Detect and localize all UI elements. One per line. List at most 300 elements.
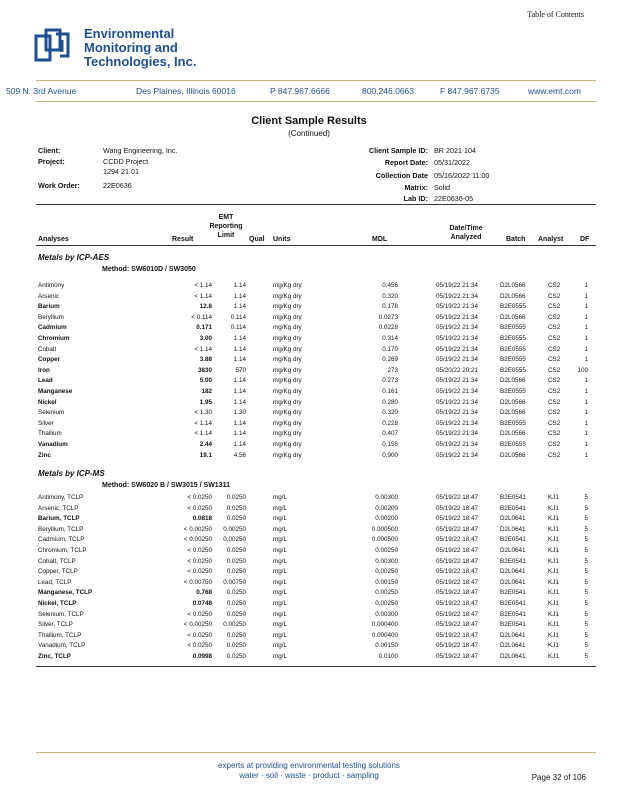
footer-rule (36, 752, 596, 753)
units: mg/Kg dry (273, 324, 302, 332)
result-value: < 0.0250 (187, 504, 212, 512)
table-row (38, 515, 598, 525)
reporting-limit: 0.0250 (226, 557, 246, 565)
analyte-name: Chromium, TCLP (38, 547, 87, 554)
analyst-id: KJ1 (548, 568, 559, 576)
client-label: Client: (38, 146, 61, 155)
result-value: < 0.0250 (187, 494, 212, 501)
client-value: Wang Engineering, Inc. (103, 146, 178, 155)
batch-id: B2E0555 (500, 388, 526, 395)
dilution-factor: 5 (584, 494, 588, 501)
result-value: < 0.114 (191, 313, 212, 321)
analyst-id: KJ1 (548, 494, 559, 501)
units: mg/Kg dry (273, 356, 302, 364)
reporting-limit: 0.0250 (226, 631, 246, 639)
dilution-factor: 5 (584, 525, 588, 533)
batch-id: B2E0555 (500, 303, 526, 311)
lab-id-label: Lab ID: (403, 194, 428, 203)
date-analyzed: 05/19/22 18:47 (436, 547, 479, 554)
collection-date-label: Collection Date (375, 171, 428, 180)
mdl-value: 0.00300 (375, 557, 398, 565)
reporting-limit: 570 (235, 366, 246, 374)
batch-id: B2E0555 (500, 324, 526, 332)
date-analyzed: 05/20/22 20:21 (436, 366, 479, 374)
result-value: 0.0748 (192, 600, 212, 607)
reporting-limit: 0.00250 (223, 525, 246, 533)
dilution-factor: 5 (584, 610, 588, 618)
result-value: 3.88 (199, 356, 212, 364)
table-row (38, 356, 598, 366)
reporting-limit: 4.56 (233, 451, 246, 459)
matrix-value: Solid (434, 183, 450, 192)
batch-id: D2L0566 (500, 292, 526, 300)
analyte-name: Iron (38, 366, 50, 374)
units: mg/L (273, 536, 287, 544)
table-row (38, 399, 598, 409)
reporting-limit: 0.00250 (223, 536, 246, 544)
result-value: < 0.00250 (183, 525, 212, 533)
units: mg/Kg dry (273, 345, 302, 353)
col-result: Result (172, 236, 194, 243)
reporting-limit: 0.0250 (226, 600, 246, 607)
batch-id: D2L0641 (500, 653, 526, 660)
dilution-factor: 1 (584, 377, 588, 385)
dilution-factor: 5 (584, 642, 588, 650)
dilution-factor: 5 (584, 515, 588, 523)
emt-logo-icon (34, 26, 74, 66)
analyte-name: Selenium (38, 409, 65, 417)
units: mg/L (273, 610, 287, 618)
units: mg/Kg dry (273, 409, 302, 417)
dilution-factor: 5 (584, 589, 588, 597)
analyte-name: Nickel, TCLP (38, 600, 77, 607)
date-analyzed: 05/19/22 18:47 (436, 568, 479, 576)
analyte-name: Silver, TCLP (38, 621, 73, 629)
date-analyzed: 05/19/22 21:34 (436, 356, 479, 364)
col-mdl: MDL (372, 236, 388, 243)
analyst-id: KJ1 (548, 536, 559, 544)
reporting-limit: 0.114 (230, 313, 246, 321)
col-datetime-line2: Analyzed (450, 234, 482, 241)
col-limit-line2: Reporting (209, 223, 243, 230)
company-name-line2: Monitoring and (84, 40, 178, 55)
col-limit-line1: EMT (218, 214, 234, 221)
date-analyzed: 05/19/22 18:47 (436, 515, 479, 523)
dilution-factor: 5 (584, 631, 588, 639)
date-analyzed: 05/19/22 18:47 (436, 557, 479, 565)
table-row (38, 377, 598, 387)
mdl-value: 0.900 (382, 451, 398, 459)
collection-date-value: 05/16/2022 11:00 (434, 171, 490, 180)
table-row (38, 653, 598, 663)
date-analyzed: 05/19/22 18:47 (436, 589, 479, 597)
result-value: < 0.00750 (183, 578, 212, 586)
mdl-value: 0.00300 (375, 610, 398, 618)
units: mg/Kg dry (273, 388, 302, 395)
project-number: 1294 21 01 (103, 167, 139, 176)
dilution-factor: 1 (584, 388, 588, 395)
page-subtitle: (Continued) (288, 129, 330, 138)
table-of-contents-link[interactable]: Table of Contents (527, 10, 584, 19)
table-row (38, 452, 598, 462)
result-value: 5.00 (199, 377, 212, 385)
dilution-factor: 5 (584, 547, 588, 554)
result-value: 3830 (197, 366, 212, 374)
date-analyzed: 05/19/22 18:47 (436, 610, 479, 618)
table-row (38, 282, 598, 292)
analyte-name: Thallium (38, 430, 62, 438)
mdl-value: 0.155 (382, 441, 398, 448)
analyte-name: Copper, TCLP (38, 568, 78, 576)
result-value: 1.95 (199, 398, 212, 406)
analyst-id: KJ1 (548, 653, 559, 660)
units: mg/Kg dry (273, 292, 302, 300)
method-icp-aes: Method: SW6010D / SW3050 (102, 266, 196, 273)
reporting-limit: 1.14 (233, 292, 246, 300)
footer-services: water · soil · waste · product · sampling (239, 771, 379, 780)
reporting-limit: 1.14 (233, 303, 246, 311)
reporting-limit: 0.0250 (226, 610, 246, 618)
date-analyzed: 05/19/22 21:34 (436, 324, 479, 332)
dilution-factor: 1 (584, 430, 588, 438)
project-label: Project: (38, 157, 65, 166)
date-analyzed: 05/19/22 21:34 (436, 398, 479, 406)
mdl-value: 0.280 (382, 398, 398, 406)
batch-id: B2E0541 (500, 504, 526, 512)
reporting-limit: 1.14 (233, 282, 246, 289)
dilution-factor: 1 (584, 398, 588, 406)
date-analyzed: 05/19/22 18:47 (436, 494, 479, 501)
company-name (84, 27, 196, 69)
mdl-value: 0.00150 (375, 578, 398, 586)
col-analyst: Analyst (538, 236, 564, 243)
mdl-value: 0.0100 (378, 653, 398, 660)
reporting-limit: 0.00250 (223, 621, 246, 629)
analyst-id: CS2 (548, 409, 561, 417)
analyte-name: Vanadium, TCLP (38, 642, 86, 650)
mdl-value: 0.00200 (375, 504, 398, 512)
result-value: < 0.00250 (183, 536, 212, 544)
analyst-id: KJ1 (548, 557, 559, 565)
result-value: < 0.0250 (187, 547, 212, 554)
analyte-name: Cobalt, TCLP (38, 557, 76, 565)
col-datetime-line1: Date/Time (449, 225, 483, 232)
mdl-value: 0.228 (382, 419, 398, 427)
reporting-limit: 0.0250 (226, 653, 246, 660)
mdl-value: 0.0273 (378, 313, 398, 321)
dilution-factor: 5 (584, 504, 588, 512)
date-analyzed: 05/19/22 21:34 (436, 313, 479, 321)
report-date-label: Report Date: (384, 158, 428, 167)
result-value: < 0.0250 (187, 557, 212, 565)
analyst-id: KJ1 (548, 621, 559, 629)
units: mg/L (273, 547, 287, 554)
analyte-name: Beryllium (38, 313, 64, 321)
table-row (38, 579, 598, 589)
mdl-value: 0.00250 (375, 568, 398, 576)
units: mg/L (273, 557, 287, 565)
date-analyzed: 05/19/22 21:34 (436, 409, 479, 417)
analyst-id: KJ1 (548, 578, 559, 586)
mdl-value: 0.000400 (371, 621, 398, 629)
units: mg/L (273, 578, 287, 586)
reporting-limit: 1.14 (233, 430, 246, 438)
reporting-limit: 0.0250 (226, 589, 246, 597)
date-analyzed: 05/19/22 21:34 (436, 282, 479, 289)
mdl-value: 0.00200 (375, 515, 398, 523)
result-value: < 0.0250 (187, 610, 212, 618)
date-analyzed: 05/19/22 21:34 (436, 430, 479, 438)
result-value: 0.0818 (192, 515, 212, 523)
reporting-limit: 0.0250 (226, 547, 246, 554)
table-row (38, 536, 598, 546)
header-rule-top (36, 80, 596, 81)
page-number: Page 32 of 106 (531, 773, 586, 782)
analyst-id: CS2 (548, 356, 561, 364)
batch-id: B2E0541 (500, 621, 526, 629)
analyte-name: Selenium, TCLP (38, 610, 84, 618)
table-row (38, 505, 598, 515)
reporting-limit: 1.14 (233, 356, 246, 364)
batch-id: D2L0566 (500, 409, 526, 417)
analyst-id: CS2 (548, 398, 561, 406)
reporting-limit: 0.114 (230, 324, 246, 332)
dilution-factor: 1 (584, 292, 588, 300)
col-units: Units (273, 236, 291, 243)
reporting-limit: 1.14 (233, 377, 246, 385)
batch-id: B2E0555 (500, 356, 526, 364)
units: mg/L (273, 653, 287, 660)
table-row (38, 611, 598, 621)
mdl-value: 0.273 (382, 377, 398, 385)
dilution-factor: 1 (584, 345, 588, 353)
project-value: CCDD Project (103, 157, 149, 166)
company-name-line1: Environmental (84, 26, 175, 41)
result-value: 3.00 (199, 335, 212, 342)
reporting-limit: 1.14 (233, 398, 246, 406)
analyte-name: Arsenic, TCLP (38, 504, 79, 512)
units: mg/Kg dry (273, 303, 302, 311)
dilution-factor: 5 (584, 621, 588, 629)
analyte-name: Manganese, TCLP (38, 589, 93, 597)
batch-id: D2L0566 (500, 398, 526, 406)
result-value: < 1.14 (194, 419, 212, 427)
table-row (38, 526, 598, 536)
analyte-name: Barium, TCLP (38, 515, 80, 523)
mdl-value: 0.00250 (375, 600, 398, 607)
batch-id: D2L0641 (500, 547, 526, 554)
units: mg/L (273, 515, 287, 523)
result-value: < 1.14 (194, 345, 212, 353)
analyst-id: KJ1 (548, 642, 559, 650)
table-row (38, 420, 598, 430)
street-address: 509 N. 3rd Avenue (6, 86, 77, 96)
dilution-factor: 100 (577, 366, 588, 374)
table-row (38, 568, 598, 578)
sample-id-label: Client Sample ID: (368, 146, 428, 155)
analyte-name: Zinc (38, 451, 51, 459)
analyst-id: CS2 (548, 430, 561, 438)
table-row (38, 324, 598, 334)
units: mg/Kg dry (273, 430, 302, 438)
mdl-value: 0.161 (382, 388, 398, 395)
units: mg/L (273, 631, 287, 639)
dilution-factor: 1 (584, 282, 588, 289)
dilution-factor: 1 (584, 451, 588, 459)
table-row (38, 346, 598, 356)
analyte-name: Copper (38, 356, 61, 364)
date-analyzed: 05/19/22 18:47 (436, 525, 479, 533)
mdl-value: 0.00300 (375, 494, 398, 501)
analyst-id: KJ1 (548, 600, 559, 607)
result-value: 2.44 (199, 441, 212, 448)
batch-id: D2L0566 (500, 451, 526, 459)
result-value: < 1.14 (194, 430, 212, 438)
analyte-name: Cadmium (38, 324, 67, 332)
mdl-value: 0.314 (382, 335, 398, 342)
company-name-line3: Technologies, Inc. (84, 54, 197, 69)
col-batch: Batch (506, 236, 526, 243)
batch-id: B2E0541 (500, 610, 526, 618)
date-analyzed: 05/19/22 21:34 (436, 388, 479, 395)
date-analyzed: 05/19/22 21:34 (436, 441, 479, 448)
units: mg/Kg dry (273, 377, 302, 385)
units: mg/Kg dry (273, 366, 302, 374)
batch-id: B2E0541 (500, 600, 526, 607)
batch-id: B2E0555 (500, 345, 526, 353)
analyst-id: CS2 (548, 313, 561, 321)
analyte-name: Lead, TCLP (38, 578, 72, 586)
reporting-limit: 0.0250 (226, 515, 246, 523)
reporting-limit: 0.0250 (226, 504, 246, 512)
units: mg/Kg dry (273, 282, 302, 289)
units: mg/Kg dry (273, 335, 302, 342)
analyte-name: Manganese (38, 388, 73, 395)
col-limit (206, 213, 246, 240)
method-icp-ms: Method: SW6020 B / SW3015 / SW1311 (102, 482, 230, 489)
analyte-name: Antimony, TCLP (38, 494, 84, 501)
result-value: 12.8 (199, 303, 212, 311)
dilution-factor: 5 (584, 557, 588, 565)
batch-id: D2L0566 (500, 377, 526, 385)
units: mg/L (273, 568, 287, 576)
mdl-value: 0.170 (382, 345, 398, 353)
analyst-id: KJ1 (548, 547, 559, 554)
report-date-value: 05/31/2022 (434, 158, 470, 167)
reporting-limit: 0.0250 (226, 642, 246, 650)
col-analyses: Analyses (38, 236, 69, 243)
matrix-label: Matrix: (404, 183, 428, 192)
mdl-value: 0.00250 (375, 589, 398, 597)
dilution-factor: 5 (584, 578, 588, 586)
fax-number: F 847.967.6735 (440, 86, 500, 96)
batch-id: D2L0641 (500, 642, 526, 650)
table-row (38, 388, 598, 398)
analyst-id: CS2 (548, 292, 561, 300)
batch-id: D2L0566 (500, 282, 526, 289)
result-value: < 0.0250 (187, 631, 212, 639)
date-analyzed: 05/19/22 18:47 (436, 536, 479, 544)
reporting-limit: 0.0250 (226, 494, 246, 501)
table-row (38, 293, 598, 303)
mdl-value: 0.000500 (371, 525, 398, 533)
section-title-icp-ms: Metals by ICP-MS (38, 469, 105, 478)
analyst-id: KJ1 (548, 525, 559, 533)
table-row (38, 430, 598, 440)
date-analyzed: 05/19/22 18:47 (436, 621, 479, 629)
result-value: < 0.0250 (187, 568, 212, 576)
units: mg/L (273, 589, 287, 597)
dilution-factor: 5 (584, 536, 588, 544)
date-analyzed: 05/19/22 21:34 (436, 451, 479, 459)
analyte-name: Thallium, TCLP (38, 631, 82, 639)
dilution-factor: 5 (584, 600, 588, 607)
result-value: 182 (201, 388, 212, 395)
analyst-id: CS2 (548, 335, 561, 342)
batch-id: D2L0641 (500, 525, 526, 533)
mdl-value: 0.00150 (375, 642, 398, 650)
col-limit-line3: Limit (217, 232, 235, 239)
batch-id: B2E0555 (500, 366, 526, 374)
header-rule (36, 245, 596, 246)
batch-id: B2E0555 (500, 441, 526, 448)
analyte-name: Vanadium (38, 441, 68, 448)
date-analyzed: 05/19/22 18:47 (436, 653, 479, 660)
result-value: 19.1 (199, 451, 212, 459)
date-analyzed: 05/19/22 21:34 (436, 303, 479, 311)
dilution-factor: 1 (584, 313, 588, 321)
reporting-limit: 1.14 (233, 335, 246, 342)
mdl-value: 0.178 (382, 303, 398, 311)
table-row (38, 409, 598, 419)
batch-id: D2L0641 (500, 568, 526, 576)
date-analyzed: 05/19/22 18:47 (436, 578, 479, 586)
date-analyzed: 05/19/22 21:34 (436, 345, 479, 353)
analyst-id: KJ1 (548, 504, 559, 512)
batch-id: D2L0641 (500, 578, 526, 586)
analyst-id: CS2 (548, 419, 561, 427)
batch-id: B2E0541 (500, 494, 526, 501)
mdl-value: 0.000500 (371, 536, 398, 544)
phone-number: P 847.967.6666 (270, 86, 330, 96)
table-row (38, 642, 598, 652)
work-order-label: Work Order: (38, 181, 80, 190)
result-value: < 1.14 (194, 292, 212, 300)
analyte-name: Barium (38, 303, 60, 311)
dilution-factor: 1 (584, 335, 588, 342)
analyst-id: CS2 (548, 282, 561, 289)
dilution-factor: 1 (584, 419, 588, 427)
website-link[interactable]: www.emt.com (528, 86, 581, 96)
date-analyzed: 05/19/22 18:47 (436, 600, 479, 607)
dilution-factor: 5 (584, 653, 588, 660)
batch-id: D2L0641 (500, 515, 526, 523)
dilution-factor: 1 (584, 303, 588, 311)
date-analyzed: 05/19/22 18:47 (436, 504, 479, 512)
analyst-id: CS2 (548, 441, 561, 448)
lab-id-value: 22E0636-05 (434, 194, 474, 203)
analyst-id: KJ1 (548, 515, 559, 523)
result-value: 0.0998 (192, 653, 212, 660)
result-value: < 0.0250 (187, 642, 212, 650)
batch-id: B2E0555 (500, 335, 526, 342)
analyst-id: CS2 (548, 303, 561, 311)
table-row (38, 441, 598, 451)
analyte-name: Cobalt (38, 345, 57, 353)
dilution-factor: 1 (584, 324, 588, 332)
reporting-limit: 1.14 (233, 441, 246, 448)
units: mg/Kg dry (273, 441, 302, 448)
